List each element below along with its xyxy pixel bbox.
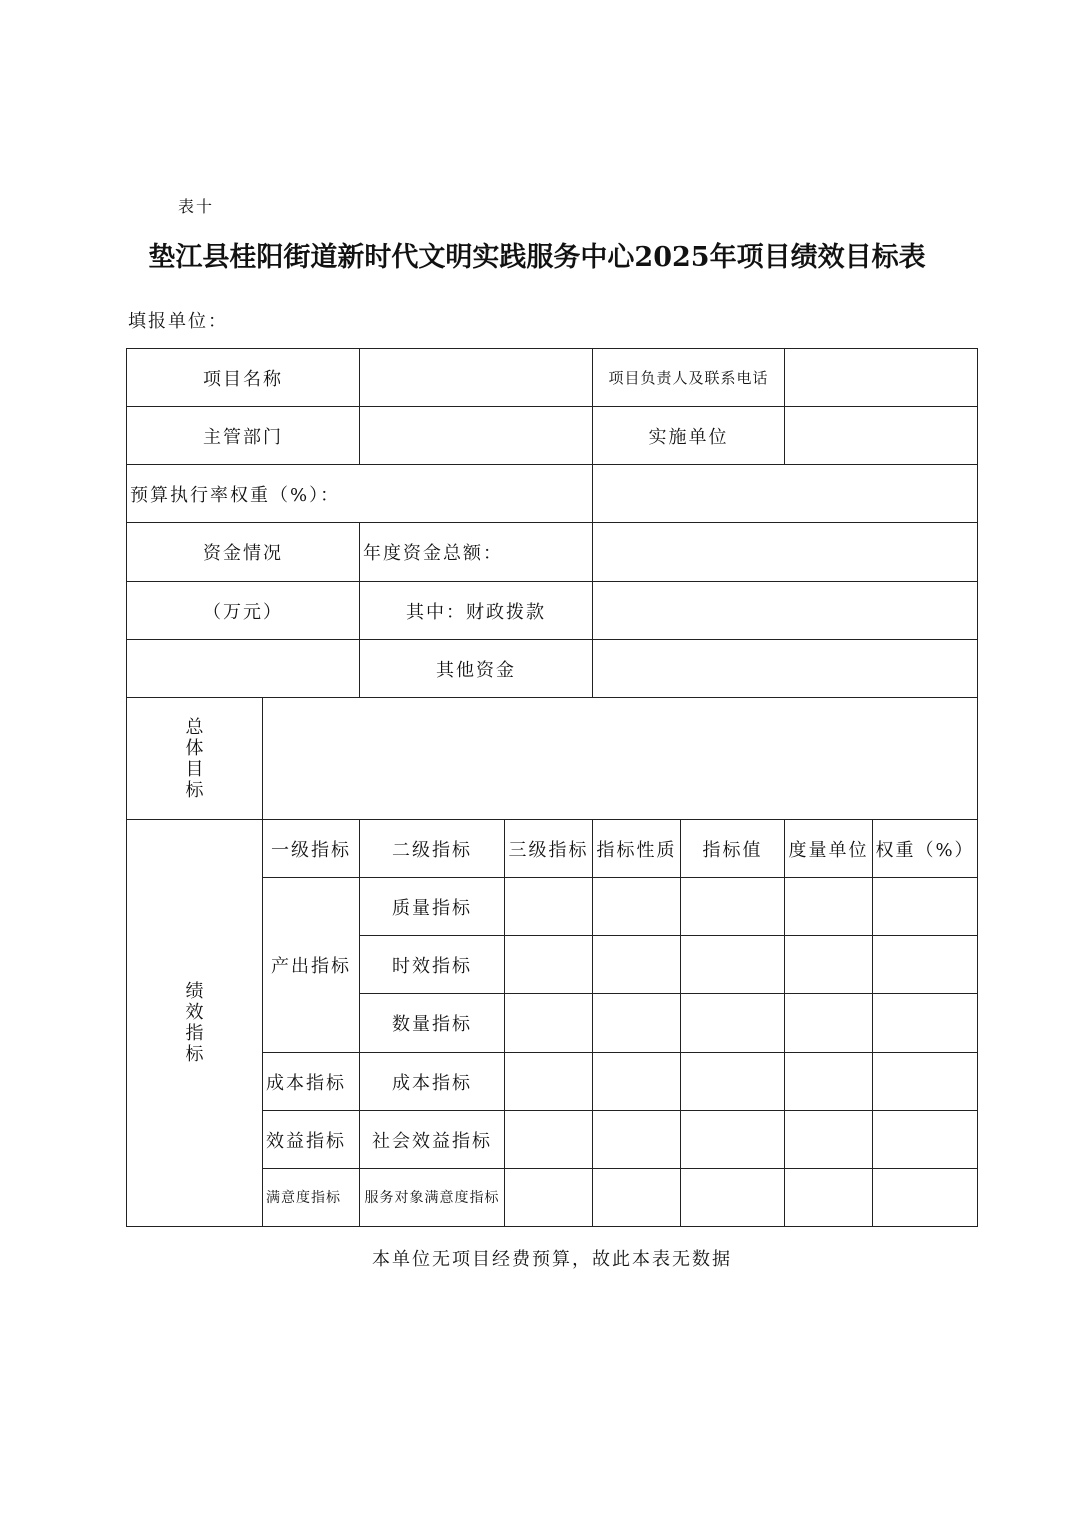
input-cell[interactable] bbox=[505, 1169, 593, 1227]
cost-level1-label: 成本指标 bbox=[263, 1053, 360, 1111]
annual-total-field[interactable] bbox=[593, 523, 978, 582]
input-cell[interactable] bbox=[505, 878, 593, 936]
annual-total-label: 年度资金总额： bbox=[360, 523, 593, 582]
budget-rate-label: 预算执行率权重（%）： bbox=[127, 465, 593, 523]
funds-label: 资金情况 bbox=[127, 523, 360, 582]
input-cell[interactable] bbox=[681, 1169, 785, 1227]
dept-label: 主管部门 bbox=[127, 407, 360, 465]
overall-goal-label: 总体目标 bbox=[127, 698, 263, 820]
input-cell[interactable] bbox=[785, 936, 873, 994]
table-row bbox=[127, 698, 978, 820]
quality-indicator-label: 质量指标 bbox=[360, 878, 505, 936]
cost-level2-label: 成本指标 bbox=[360, 1053, 505, 1111]
header-level3: 三级指标 bbox=[505, 820, 593, 878]
input-cell[interactable] bbox=[873, 1053, 978, 1111]
table-row bbox=[127, 349, 978, 407]
input-cell[interactable] bbox=[785, 1053, 873, 1111]
contact-label: 项目负责人及联系电话 bbox=[593, 349, 785, 407]
header-value: 指标值 bbox=[681, 820, 785, 878]
input-cell[interactable] bbox=[593, 1053, 681, 1111]
impl-unit-label: 实施单位 bbox=[593, 407, 785, 465]
input-cell[interactable] bbox=[873, 1169, 978, 1227]
impl-unit-field[interactable] bbox=[785, 407, 978, 465]
output-indicator-label: 产出指标 bbox=[263, 878, 360, 1053]
other-funds-label: 其他资金 bbox=[360, 640, 593, 698]
table-row bbox=[127, 820, 978, 878]
input-cell[interactable] bbox=[785, 1111, 873, 1169]
table-number-label: 表十 bbox=[178, 197, 215, 216]
funds-blank-cell bbox=[127, 640, 360, 698]
input-cell[interactable] bbox=[505, 994, 593, 1053]
input-cell[interactable] bbox=[785, 878, 873, 936]
input-cell[interactable] bbox=[873, 994, 978, 1053]
table-row bbox=[127, 465, 978, 523]
social-benefit-label: 社会效益指标 bbox=[360, 1111, 505, 1169]
input-cell[interactable] bbox=[873, 936, 978, 994]
input-cell[interactable] bbox=[681, 994, 785, 1053]
input-cell[interactable] bbox=[593, 936, 681, 994]
performance-target-table bbox=[126, 348, 978, 1227]
perf-indicator-label: 绩效指标 bbox=[127, 820, 263, 1227]
input-cell[interactable] bbox=[785, 994, 873, 1053]
benefit-indicator-label: 效益指标 bbox=[263, 1111, 360, 1169]
funds-unit-label: （万元） bbox=[127, 582, 360, 640]
input-cell[interactable] bbox=[873, 878, 978, 936]
fiscal-field[interactable] bbox=[593, 582, 978, 640]
budget-rate-field[interactable] bbox=[593, 465, 978, 523]
input-cell[interactable] bbox=[593, 1111, 681, 1169]
no-data-note: 本单位无项目经费预算，故此本表无数据 bbox=[372, 1249, 732, 1270]
input-cell[interactable] bbox=[681, 878, 785, 936]
quantity-indicator-label: 数量指标 bbox=[360, 994, 505, 1053]
dept-field[interactable] bbox=[360, 407, 593, 465]
input-cell[interactable] bbox=[593, 1169, 681, 1227]
input-cell[interactable] bbox=[785, 1169, 873, 1227]
input-cell[interactable] bbox=[505, 1053, 593, 1111]
header-level2: 二级指标 bbox=[360, 820, 505, 878]
reporting-unit-label: 填报单位： bbox=[128, 311, 228, 332]
header-weight: 权重（%） bbox=[873, 820, 978, 878]
project-name-label: 项目名称 bbox=[127, 349, 360, 407]
service-satisfaction-label: 服务对象满意度指标 bbox=[360, 1169, 505, 1227]
contact-field[interactable] bbox=[785, 349, 978, 407]
table-row bbox=[127, 407, 978, 465]
other-funds-field[interactable] bbox=[593, 640, 978, 698]
page-title: 垫江县桂阳街道新时代文明实践服务中心2025年项目绩效目标表 bbox=[148, 242, 926, 273]
input-cell[interactable] bbox=[505, 936, 593, 994]
input-cell[interactable] bbox=[505, 1111, 593, 1169]
header-level1: 一级指标 bbox=[263, 820, 360, 878]
project-name-field[interactable] bbox=[360, 349, 593, 407]
input-cell[interactable] bbox=[593, 994, 681, 1053]
input-cell[interactable] bbox=[681, 1053, 785, 1111]
table-row bbox=[127, 640, 978, 698]
fiscal-label: 其中：财政拨款 bbox=[360, 582, 593, 640]
header-nature: 指标性质 bbox=[593, 820, 681, 878]
table-row bbox=[127, 523, 978, 582]
input-cell[interactable] bbox=[681, 1111, 785, 1169]
timeliness-indicator-label: 时效指标 bbox=[360, 936, 505, 994]
table-row bbox=[127, 582, 978, 640]
satisfaction-indicator-label: 满意度指标 bbox=[263, 1169, 360, 1227]
overall-goal-field[interactable] bbox=[263, 698, 978, 820]
input-cell[interactable] bbox=[681, 936, 785, 994]
input-cell[interactable] bbox=[593, 878, 681, 936]
input-cell[interactable] bbox=[873, 1111, 978, 1169]
header-unit: 度量单位 bbox=[785, 820, 873, 878]
